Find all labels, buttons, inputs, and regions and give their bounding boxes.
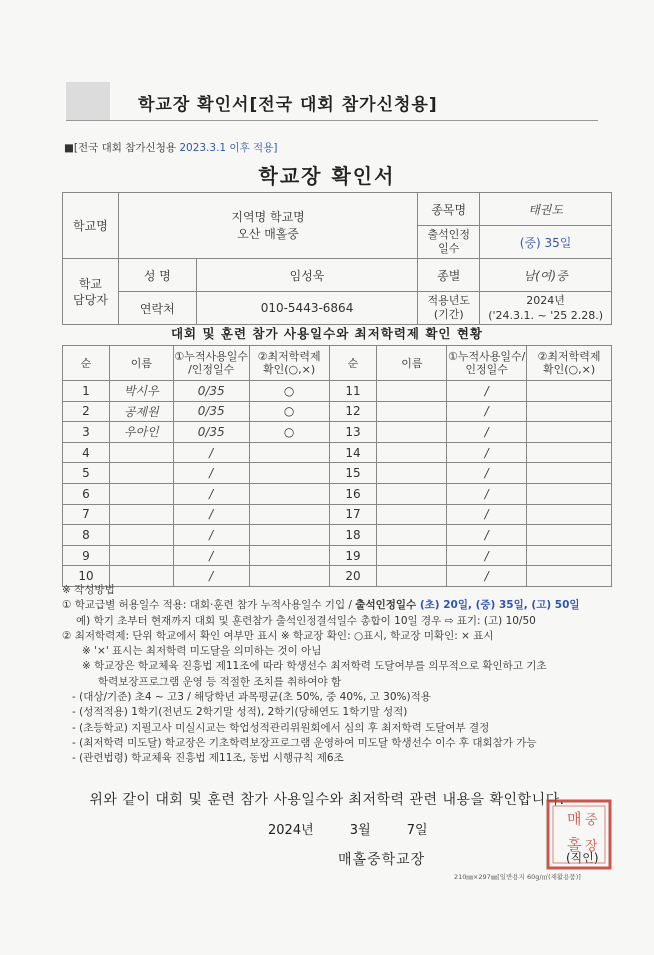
svg-text:장: 장 <box>585 839 598 854</box>
row-name-right <box>377 381 447 402</box>
row-days: / <box>173 545 249 566</box>
table-row <box>63 422 612 443</box>
form-note-prefix: ■[전국 대회 참가신청용 <box>64 142 176 154</box>
note-4: ※ 학교장은 학교체육 진흥법 제11조에 따라 학생선수 최저학력 도달여부를 의무적으로 확인하고 기초 <box>82 660 547 673</box>
row-no-right: 16 <box>329 483 377 504</box>
row-name: 박시우 <box>109 381 173 402</box>
row-check <box>249 483 329 504</box>
row-days: / <box>173 566 249 587</box>
row-days: 0/35 <box>173 401 249 422</box>
row-days-right: / <box>447 463 527 484</box>
note-1-text: ① 학교급별 허용일수 적용: 대회·훈련 참가 누적사용일수 기입 / <box>62 599 356 612</box>
row-name-right <box>377 422 447 443</box>
header-days-right: ①누적사용일수/ 인정일수 <box>447 346 527 381</box>
row-no: 9 <box>63 545 110 566</box>
date-day: 7일 <box>406 823 428 838</box>
row-check-right <box>527 525 612 546</box>
bullet-3: - (초등학교) 지필고사 미실시교는 학업성적관리위원회에서 심의 후 최저학력 도달여부 결정 <box>72 721 490 734</box>
row-name <box>109 483 173 504</box>
bullet-4: - (최저학력 미도달) 학교장은 기초학력보장프로그램 운영하여 미도달 학생선수 이수 후 대회참가 가능 <box>72 736 537 749</box>
school-value-line1: 지역명 학교명 <box>231 209 305 224</box>
school-label: 학교명 <box>63 193 119 259</box>
note-3: ※ '×' 표시는 최저학력 미도달을 의미하는 것이 아님 <box>82 645 322 658</box>
row-check <box>249 525 329 546</box>
row-name-right <box>377 483 447 504</box>
table-row <box>63 442 612 463</box>
row-name-right <box>377 504 447 525</box>
row-check-right <box>527 545 612 566</box>
year-value <box>480 292 612 325</box>
status-section-title: 대회 및 훈련 참가 사용일수와 최저학력제 확인 현황 <box>170 326 484 341</box>
row-name-right <box>377 463 447 484</box>
row-check: ○ <box>249 381 329 402</box>
row-days: / <box>173 525 249 546</box>
attendance-label: 출석인정 일수 <box>418 226 480 259</box>
instructions <box>62 583 632 767</box>
row-days-right: / <box>447 442 527 463</box>
contact-value: 010-5443-6864 <box>196 292 418 325</box>
form-note-date: 2023.3.1 이후 적용] <box>179 142 278 154</box>
table-row <box>63 401 612 422</box>
header-check-right: ②최저학력제 확인(○,×) <box>527 346 612 381</box>
header-no-right: 순 <box>329 346 377 381</box>
row-days: / <box>173 463 249 484</box>
date-month: 3월 <box>349 823 371 838</box>
row-name-right <box>377 525 447 546</box>
row-days-right: / <box>447 483 527 504</box>
row-name <box>109 442 173 463</box>
row-no: 8 <box>63 525 110 546</box>
row-check-right <box>527 483 612 504</box>
row-days-right: / <box>447 566 527 587</box>
row-check <box>249 442 329 463</box>
date-year: 2024년 <box>268 823 314 838</box>
header-gray-block <box>66 82 110 120</box>
table-row <box>63 483 612 504</box>
manager-label: 학교 담당자 <box>63 259 119 325</box>
row-check-right <box>527 504 612 525</box>
row-name-right <box>377 401 447 422</box>
row-days-right: / <box>447 545 527 566</box>
row-days-right: / <box>447 381 527 402</box>
row-days-right: / <box>447 504 527 525</box>
notes-heading: ※ 작성방법 <box>62 584 115 596</box>
header-name-right: 이름 <box>377 346 447 381</box>
school-value-line2: 오산 매홀중 <box>237 226 299 241</box>
row-no: 4 <box>63 442 110 463</box>
header-check: ②최저학력제 확인(○,×) <box>249 346 329 381</box>
table-row <box>63 381 612 402</box>
header-no: 순 <box>63 346 110 381</box>
row-no: 7 <box>63 504 110 525</box>
row-no: 6 <box>63 483 110 504</box>
row-days: 0/35 <box>173 381 249 402</box>
header-divider <box>66 120 598 121</box>
row-days: / <box>173 442 249 463</box>
confirm-statement: 위와 같이 대회 및 훈련 참가 사용일수와 최저학력 관련 내용을 확인합니다. <box>89 792 565 808</box>
row-check-right <box>527 442 612 463</box>
row-name <box>109 545 173 566</box>
year-label: 적용년도 (기간) <box>418 292 480 325</box>
row-check: ○ <box>249 422 329 443</box>
row-no-right: 19 <box>329 545 377 566</box>
status-table <box>62 345 612 587</box>
row-name-right <box>377 545 447 566</box>
paper-spec: 210㎜×297㎜[일반용지 60g/㎡(재활용품)] <box>454 873 581 881</box>
school-principal: 매홀중학교장 <box>338 852 426 868</box>
row-days-right: / <box>447 401 527 422</box>
row-no: 2 <box>63 401 110 422</box>
event-value: 태권도 <box>480 193 612 226</box>
name-value: 임성욱 <box>196 259 418 292</box>
form-note <box>64 140 277 155</box>
row-no: 1 <box>63 381 110 402</box>
seal-mark-text: (직인) <box>566 851 599 865</box>
header-strip <box>66 82 606 122</box>
bullet-5: - (관련법령) 학교체육 진흥법 제11조, 동법 시행규칙 제6조 <box>72 752 344 765</box>
row-check <box>249 463 329 484</box>
info-table <box>62 192 612 325</box>
issue-date <box>268 819 442 838</box>
name-label: 성 명 <box>118 259 196 292</box>
header-title: 학교장 확인서[전국 대회 참가신청용] <box>138 95 438 115</box>
school-value <box>118 193 417 259</box>
gender-value: 남(여)중 <box>480 259 612 292</box>
row-name-right <box>377 442 447 463</box>
table-row <box>63 463 612 484</box>
event-label: 종목명 <box>418 193 480 226</box>
row-days-right: / <box>447 525 527 546</box>
row-days-right: / <box>447 422 527 443</box>
document-title: 학교장 확인서 <box>258 164 396 188</box>
bullet-1: - (대상/기준) 초4 ~ 고3 / 해당학년 과목평균(초 50%, 중 40%, 고 30%)적용 <box>72 691 431 704</box>
row-no-right: 15 <box>329 463 377 484</box>
svg-text:중: 중 <box>585 813 598 828</box>
attendance-value: (중) 35일 <box>480 226 612 259</box>
svg-text:홀: 홀 <box>567 836 582 854</box>
table-row <box>63 525 612 546</box>
gender-label: 종별 <box>418 259 480 292</box>
row-name: 공제원 <box>109 401 173 422</box>
header-name: 이름 <box>109 346 173 381</box>
row-no-right: 13 <box>329 422 377 443</box>
row-check-right <box>527 401 612 422</box>
contact-label: 연락처 <box>118 292 196 325</box>
row-no-right: 20 <box>329 566 377 587</box>
row-no-right: 12 <box>329 401 377 422</box>
row-no: 5 <box>63 463 110 484</box>
row-no: 3 <box>63 422 110 443</box>
table-row <box>63 545 612 566</box>
row-check-right <box>527 422 612 443</box>
row-check-right <box>527 463 612 484</box>
row-days: / <box>173 504 249 525</box>
row-name <box>109 463 173 484</box>
official-seal-icon <box>545 798 613 871</box>
row-no-right: 14 <box>329 442 377 463</box>
row-days: / <box>173 483 249 504</box>
note-1-days: (초) 20일, (중) 35일, (고) 50일 <box>419 599 580 612</box>
year-value-line1: 2024년 <box>526 294 565 307</box>
bullet-2: - (성적적용) 1학기(전년도 2학기말 성적), 2학기(당해연도 1학기말 성적) <box>72 706 408 719</box>
svg-text:매: 매 <box>567 810 582 828</box>
row-no: 10 <box>63 566 110 587</box>
year-value-line2: ('24.3.1. ~ '25 2.28.) <box>488 309 603 322</box>
note-1-example: 예) 학기 초부터 현재까지 대회 및 훈련참가 출석인정결석일수 총합이 10일 경우 ⇨ 표기: (고) 10/50 <box>76 614 536 627</box>
header-days: ①누적사용일수 /인정일수 <box>173 346 249 381</box>
table-row <box>63 504 612 525</box>
row-days: 0/35 <box>173 422 249 443</box>
note-4-line2: 학력보장프로그램 운영 등 적절한 조치를 취하여야 함 <box>98 675 342 688</box>
note-2: ② 최저학력제: 단위 학교에서 확인 여부만 표시 ※ 학교장 확인: ○표시, 학교장 미확인: × 표시 <box>62 629 494 642</box>
row-check: ○ <box>249 401 329 422</box>
row-no-right: 18 <box>329 525 377 546</box>
row-name <box>109 504 173 525</box>
row-no-right: 17 <box>329 504 377 525</box>
note-1-bold: 출석인정일수 <box>355 599 420 612</box>
row-check-right <box>527 381 612 402</box>
note-1 <box>62 598 632 613</box>
row-no-right: 11 <box>329 381 377 402</box>
row-name <box>109 525 173 546</box>
row-name: 우아인 <box>109 422 173 443</box>
row-check <box>249 504 329 525</box>
row-check <box>249 545 329 566</box>
